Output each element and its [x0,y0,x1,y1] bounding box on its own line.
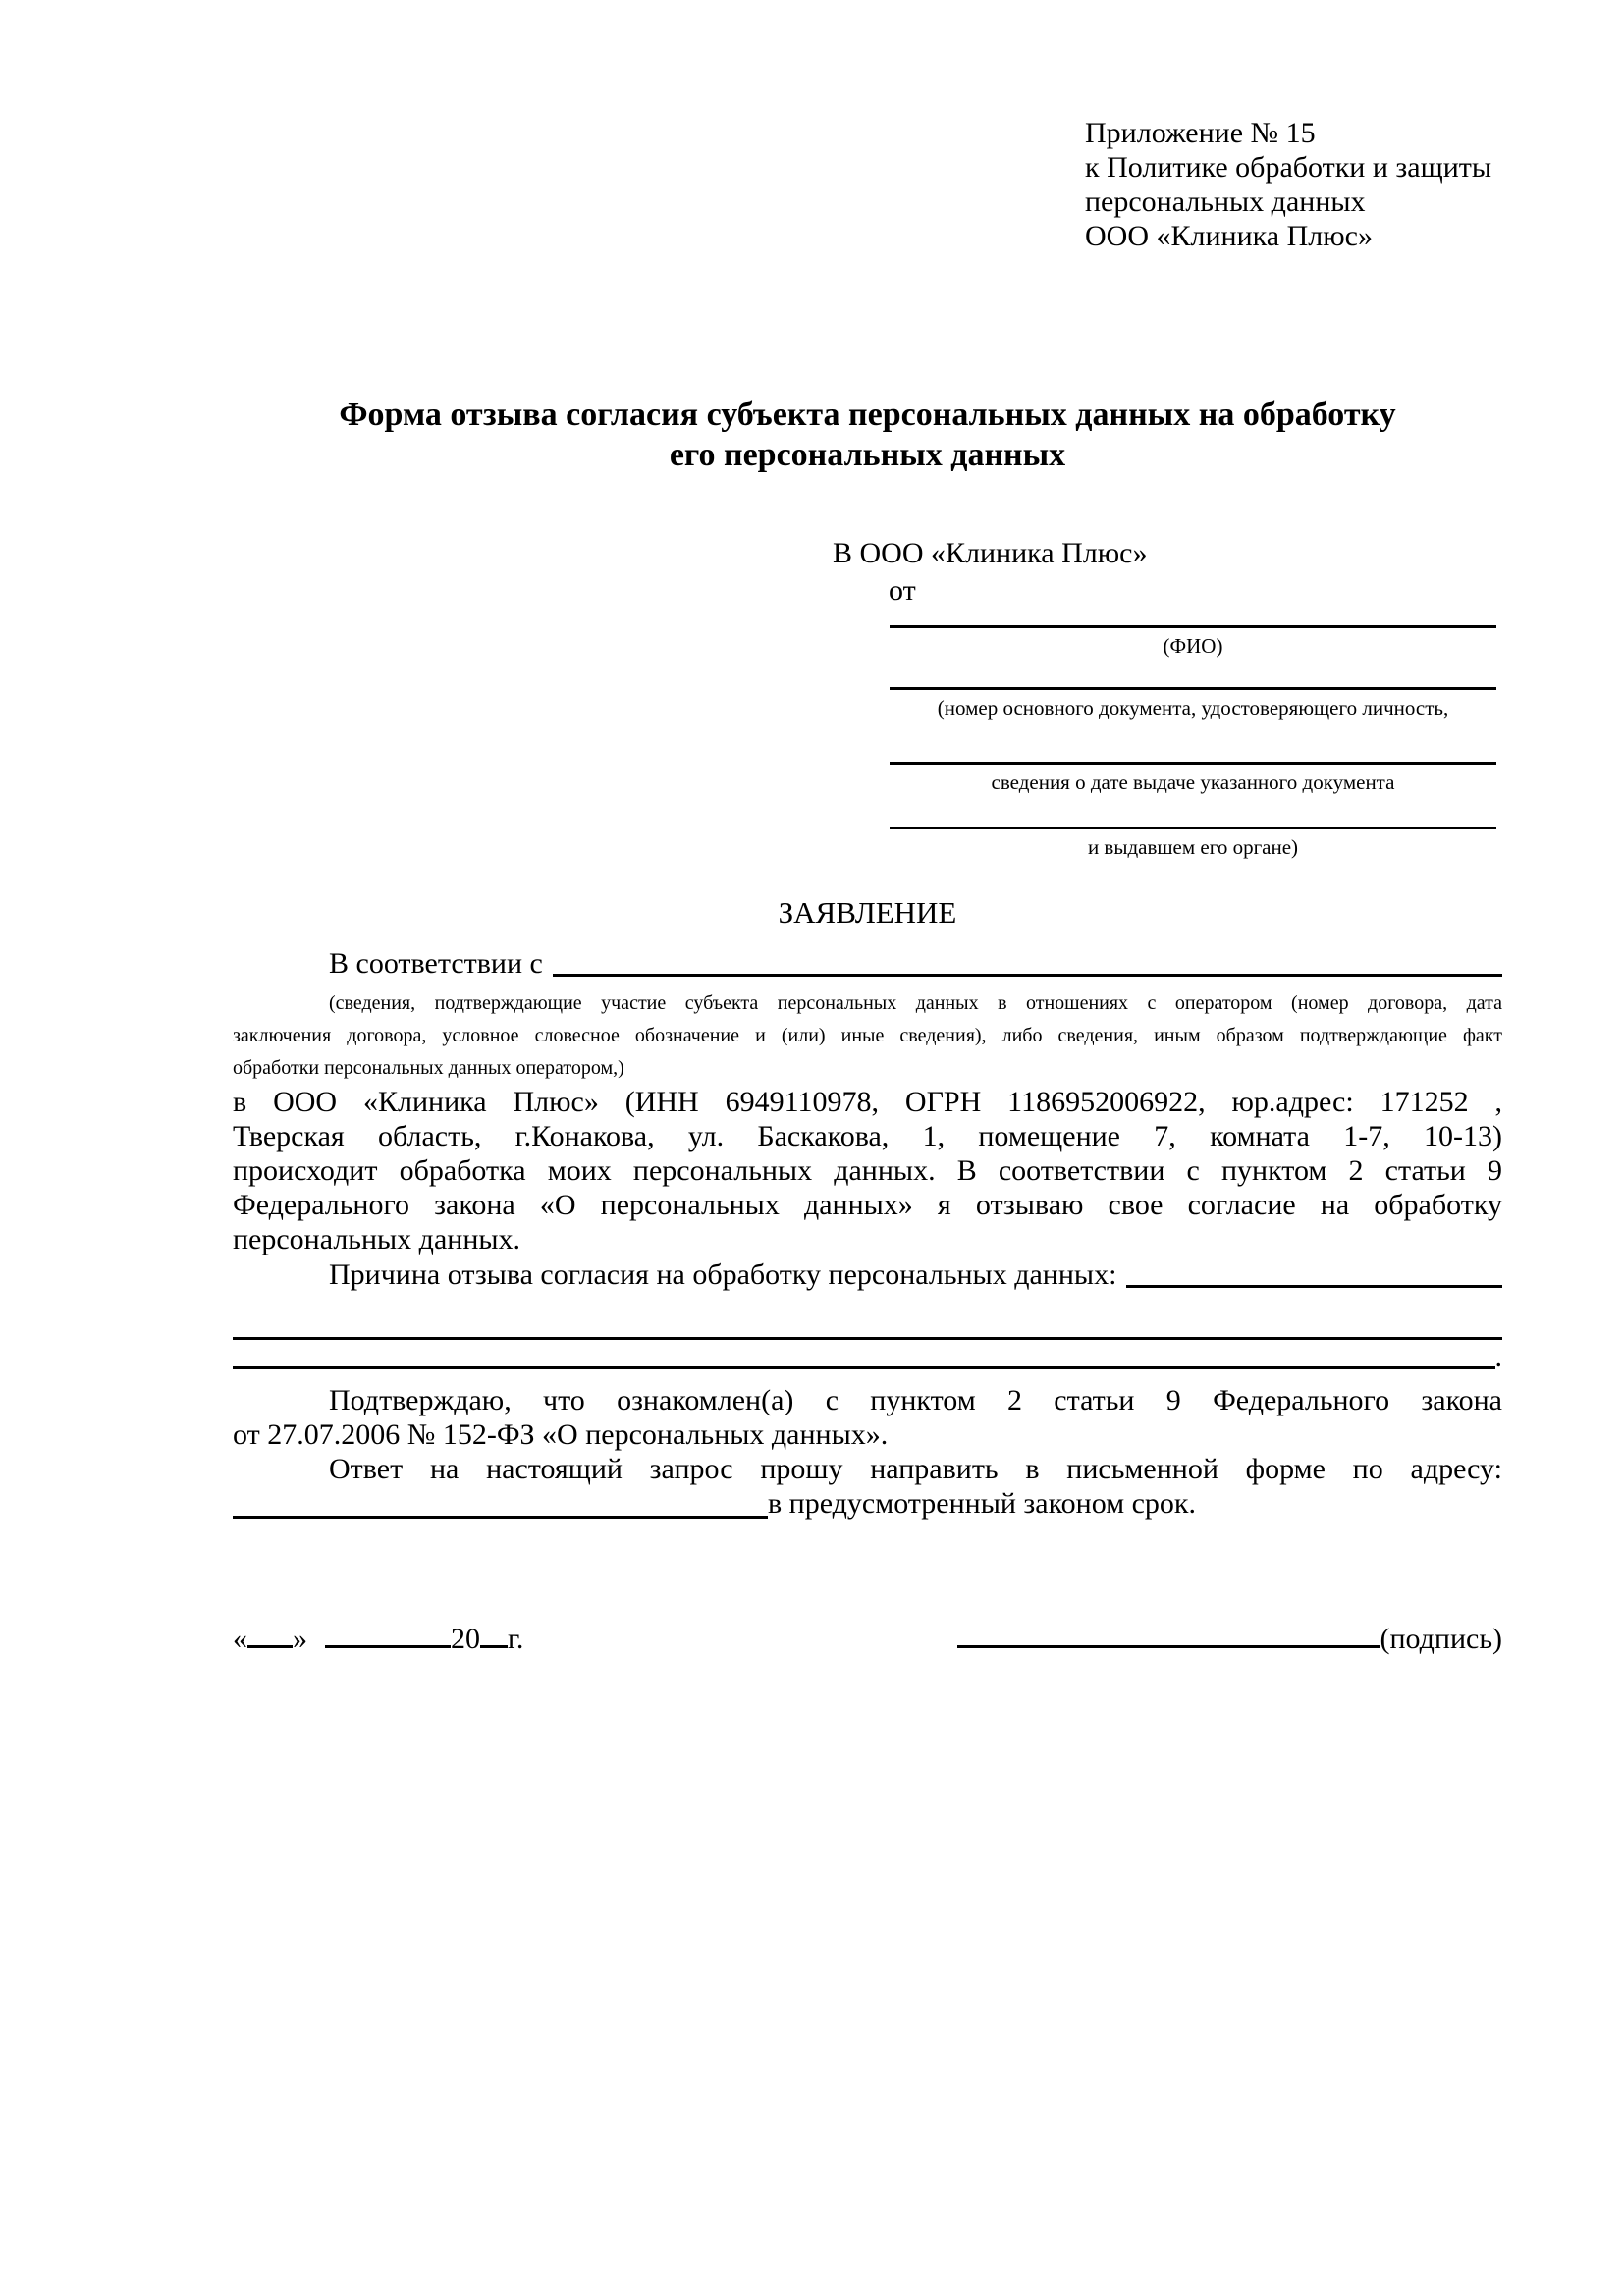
signature-footer [233,1616,1502,1657]
year-blank-line [480,1616,508,1648]
open-quote: « [233,1623,247,1655]
document-number-caption: (номер основного документа, удостоверяющего личность, [937,696,1449,720]
year-suffix: г. [508,1623,524,1655]
month-blank-line [325,1616,451,1648]
addressee-organization: В ООО «Клиника Плюс» [833,537,1148,569]
statement-heading: ЗАЯВЛЕНИЕ [778,895,957,930]
fio-field [833,625,1502,659]
response-suffix: в предусмотренный законом срок. [768,1487,1196,1520]
year-century: 20 [451,1623,480,1655]
addressee-from-label: от [889,574,916,607]
confirmation-line: Подтверждаю, что ознакомлен(а) с пунктом 2 статьи 9 Федерального закона [329,1384,1502,1416]
response-request: Ответ на настоящий запрос прошу направить в письменной форме по адресу: [329,1453,1502,1485]
form-title-line: его персональных данных [669,437,1066,473]
address-blank-line [233,1486,768,1519]
statement-body-line: Тверская область, г.Конакова, ул. Баскакова, 1, помещение 7, комната 1-7, 10-13) [233,1120,1502,1152]
explanatory-note-line: (сведения, подтверждающие участие субъекта персональных данных в отношениях с оператором (номер договора, дата [329,992,1502,1014]
appendix-note [1085,116,1502,253]
issue-date-caption: сведения о дате выдаче указанного документа [991,771,1395,794]
issue-date-field [833,762,1502,795]
statement-body-line: происходит обработка моих персональных данных. В соответствии с пунктом 2 статьи 9 [233,1154,1502,1187]
close-quote: » [293,1623,307,1655]
statement-body-line: персональных данных. [233,1223,521,1255]
fio-blank-line [890,625,1496,628]
appendix-line: ООО «Клиника Плюс» [1085,220,1373,252]
signature-field [957,1616,1502,1657]
appendix-line: Приложение № 15 [1085,117,1316,149]
addressee-block [833,535,1502,860]
signature-caption: (подпись) [1380,1623,1502,1655]
explanatory-note [233,988,1502,1085]
reason-label: Причина отзыва согласия на обработку персональных данных: [329,1258,1117,1291]
issuing-authority-blank-line [890,827,1496,829]
day-blank-line [247,1616,293,1648]
fio-caption: (ФИО) [1163,634,1223,658]
basis-prefix: В соответствии с [329,947,543,980]
form-title [233,395,1502,475]
confirmation-line: от 27.07.2006 № 152-ФЗ «О персональных данных». [233,1418,889,1451]
explanatory-note-line: обработки персональных данных оператором,) [233,1057,624,1079]
basis-row [233,945,1502,983]
form-title-line: Форма отзыва согласия субъекта персональных данных на обработку [339,397,1396,433]
date-field [233,1616,523,1657]
appendix-line: к Политике обработки и защиты [1085,151,1492,184]
sentence-period: . [1494,1341,1502,1373]
reason-blank-line-1 [1126,1285,1502,1288]
statement-body-line: Федерального закона «О персональных данных» я отзываю свое согласие на обработку [233,1189,1502,1221]
statement-body-line: в ООО «Клиника Плюс» (ИНН 6949110978, ОГРН 1186952006922, юр.адрес: 171252 , [233,1086,1502,1118]
response-address-row [233,1486,1502,1521]
issuing-authority-caption: и выдавшем его органе) [1087,835,1299,859]
explanatory-note-line: заключения договора, условное словесное обозначение и (или) иные сведения), либо сведения, иным образом подтверждающие факт [233,1025,1502,1046]
reason-row [233,1256,1502,1294]
issue-date-blank-line [890,762,1496,765]
reason-blank-line-3-row [233,1340,1502,1375]
document-number-field [833,687,1502,721]
appendix-line: персональных данных [1085,186,1366,218]
signature-blank-line [957,1616,1380,1648]
confirmation-paragraph [233,1383,1502,1452]
statement-body [233,1085,1502,1256]
reason-blank-line-3 [233,1366,1495,1369]
issuing-authority-field [833,827,1502,860]
document-number-blank-line [890,687,1496,690]
basis-blank-line [553,974,1502,977]
